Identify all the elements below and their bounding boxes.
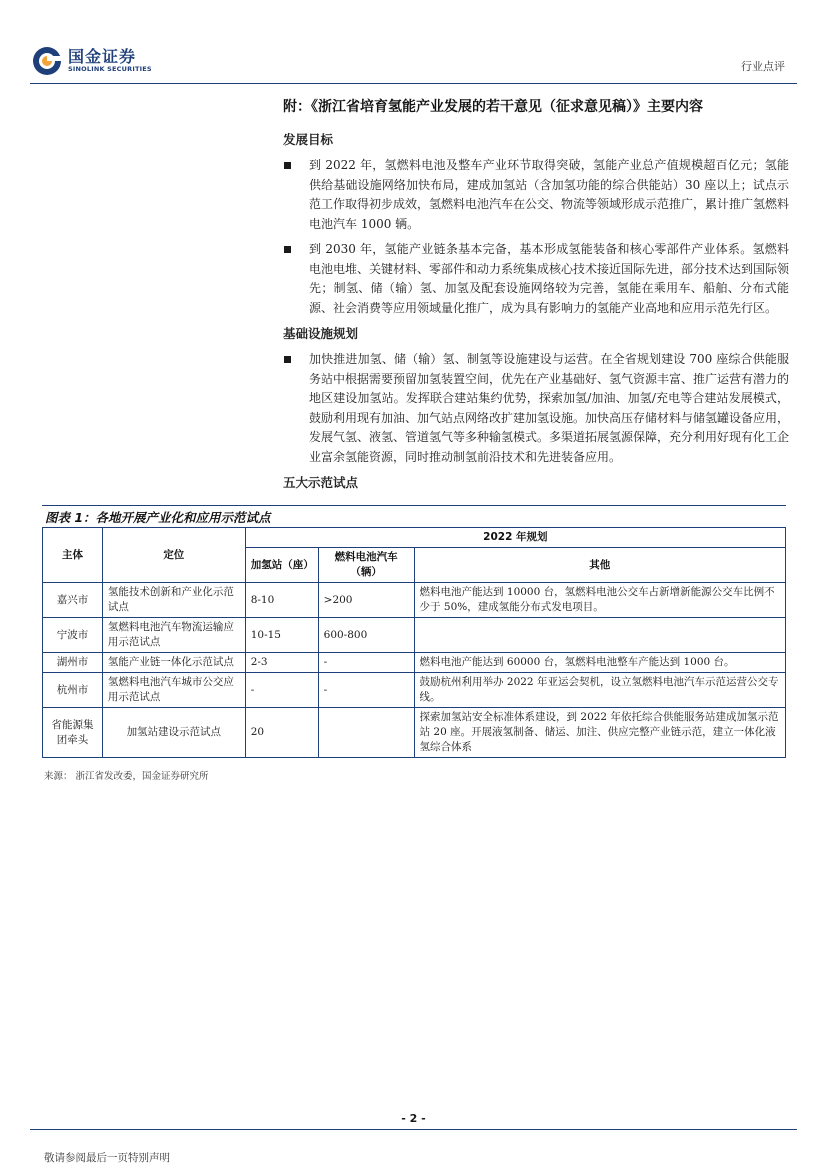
infrastructure-heading: 基础设施规划 (283, 326, 359, 341)
company-logo (32, 46, 152, 76)
footer-disclaimer: 敬请参阅最后一页特别声明 (44, 1152, 170, 1164)
cell-positioning: 加氢站建设示范试点 (102, 708, 245, 758)
table-row (43, 708, 786, 758)
goal-item (283, 240, 789, 318)
cell-stations: 8-10 (245, 583, 318, 618)
footer-divider (30, 1129, 797, 1130)
goal-text: 到 2022 年，氢燃料电池及整车产业环节取得突破，氢能产业总产值规模超百亿元；氢能供给基础设施网络加快布局，建成加氢站（含加氢功能的综合供能站）30 座以上；试点示范工作取得初步成效，氢燃料电池汽车在公交、物流等领域形成示范推广，累计推广氢燃料电池汽车 1000 辆。 (309, 158, 790, 231)
goals-heading: 发展目标 (283, 132, 334, 147)
cell-positioning: 氢能产业链一体化示范试点 (102, 653, 245, 673)
header-plan: 2022 年规划 (245, 528, 785, 548)
cell-other: 燃料电池产能达到 10000 台，氢燃料电池公交车占新增新能源公交车比例不少于 50%，建成氢能分布式发电项目。 (414, 583, 785, 618)
cell-stations: 20 (245, 708, 318, 758)
page-number: - 2 - (401, 1112, 426, 1125)
goal-item (283, 156, 789, 234)
page-header (0, 0, 827, 85)
bullet-square-icon (284, 246, 291, 253)
header-entity: 主体 (43, 528, 103, 583)
cell-positioning: 氢燃料电池汽车城市公交应用示范试点 (102, 673, 245, 708)
section-title: 附：《浙江省培育氢能产业发展的若干意见（征求意见稿）》主要内容 (283, 99, 703, 115)
cell-other: 探索加氢站安全标准体系建设，到 2022 年依托综合供能服务站建成加氢示范站 20 座。开展液氢制备、储运、加注、供应完整产业链示范，建立一体化液氢综合体系 (414, 708, 785, 758)
demo-heading: 五大示范试点 (283, 475, 359, 490)
logo-text-en: SINOLINK SECURITIES (68, 64, 152, 73)
cell-other: 鼓励杭州利用举办 2022 年亚运会契机，设立氢燃料电池汽车示范运营公交专线。 (414, 673, 785, 708)
table-row (43, 618, 786, 653)
cell-other (414, 618, 785, 653)
cell-entity: 省能源集团牵头 (43, 708, 103, 758)
goal-text: 到 2030 年，氢能产业链条基本完备，基本形成氢能装备和核心零部件产业体系。氢燃料电池电堆、关键材料、零部件和动力系统集成核心技术接近国际先进，部分技术达到国际领先；制氢、储（输）氢、加氢及配套设施网络较为完善，氢能在乘用车、船舶、分布式能源、社会消费等应用领域量化推广，成为具有影响力的氢能产业高地和应用示范先行区。 (309, 242, 790, 315)
cell-other: 燃料电池产能达到 60000 台，氢燃料电池整车产能达到 1000 台。 (414, 653, 785, 673)
table-row (43, 673, 786, 708)
cell-positioning: 氢能技术创新和产业化示范试点 (102, 583, 245, 618)
demo-table (42, 527, 786, 758)
logo-icon (32, 46, 62, 76)
header-stations: 加氢站（座） (245, 548, 318, 583)
cell-entity: 杭州市 (43, 673, 103, 708)
logo-text-cn: 国金证券 (68, 46, 137, 66)
header-vehicles: 燃料电池汽车（辆） (318, 548, 414, 583)
main-content (283, 96, 789, 499)
cell-entity: 宁波市 (43, 618, 103, 653)
table-header-row (43, 528, 786, 548)
cell-vehicles: - (318, 673, 414, 708)
header-positioning: 定位 (102, 528, 245, 583)
cell-stations: - (245, 673, 318, 708)
table-row (43, 583, 786, 618)
infrastructure-text: 加快推进加氢、储（输）氢、制氢等设施建设与运营。在全省规划建设 700 座综合供能服务站中根据需要预留加氢装置空间，优先在产业基础好、氢气资源丰富、推广运营有潜力的地区建设加氢站。发挥联合建站集约优势，探索加氢/加油、加氢/充电等合建站发展模式，鼓励利用现有加油、加气站点网络改扩建加氢设施。加快高压存储材料与储氢罐设备应用，发展气氢、液氢、管道氢气等多种输氢模式。多渠道拓展氢源保障，充分利用好现有化工企业富余氢能资源，同时推动制氢前沿技术和先进装备应用。 (309, 352, 790, 464)
table-row (43, 653, 786, 673)
report-type: 行业点评 (741, 60, 785, 73)
cell-entity: 嘉兴市 (43, 583, 103, 618)
figure-title-bar (42, 505, 786, 529)
figure-title: 图表 1：各地开展产业化和应用示范试点 (45, 510, 271, 525)
header-divider (30, 83, 797, 84)
cell-vehicles: >200 (318, 583, 414, 618)
cell-stations: 2-3 (245, 653, 318, 673)
cell-stations: 10-15 (245, 618, 318, 653)
cell-vehicles (318, 708, 414, 758)
cell-vehicles: 600-800 (318, 618, 414, 653)
bullet-square-icon (284, 356, 291, 363)
cell-positioning: 氢燃料电池汽车物流运输应用示范试点 (102, 618, 245, 653)
bullet-square-icon (284, 162, 291, 169)
infrastructure-item (283, 350, 789, 467)
header-other: 其他 (414, 548, 785, 583)
cell-entity: 湖州市 (43, 653, 103, 673)
table-source: 来源： 浙江省发改委，国金证券研究所 (44, 771, 209, 782)
cell-vehicles: - (318, 653, 414, 673)
